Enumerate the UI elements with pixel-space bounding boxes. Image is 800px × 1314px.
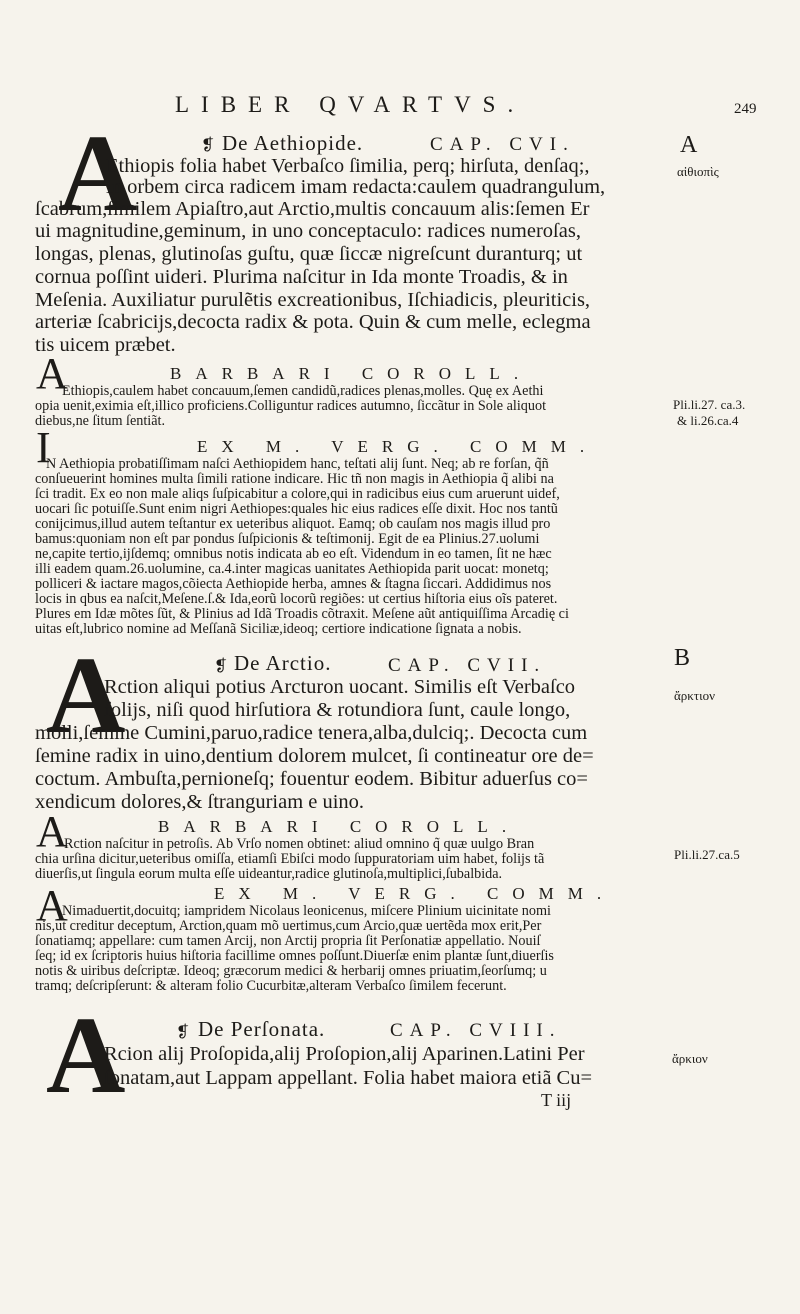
small-initial: A	[36, 349, 68, 398]
text-line: conijcimus,illud autem teſtantur ex ueteribus aliquot. Eamq; ob cauſam nos magis illud pro	[35, 516, 551, 532]
text-line: Rcion alij Proſopida,alij Proſopion,alij Aparinen.Latini Per	[104, 1043, 585, 1065]
text-line: N Aethiopia probatiſſimam naſci Aethiopidem hanc, teſtati alij ſunt. Neq; ab re forſan, q̃ñ	[46, 456, 549, 472]
text-line: in orbem circa radicem imam redacta:caulem quadrangulum,	[106, 176, 606, 198]
chapter-number: CAP. CVIII.	[390, 1020, 562, 1041]
text-line: illi eadem quam.26.uolumine, ca.4.inter magicas uanitates Aethiopida parit uocat: monetq;	[35, 561, 549, 577]
drop-cap-initial: A	[46, 634, 126, 756]
text-line: ui magnitudine,geminum, in uno conceptaculo: radices numeroſas,	[35, 220, 581, 242]
text-line: uitas eſt,lubrico nomine ad Meſſanã Siciliæ,ideoq; certiore indicatione ſignata a nobis.	[35, 621, 522, 637]
commentary-heading: BARBARI COROLL.	[170, 364, 533, 383]
text-line: ſemine radix in uino,dentium dolorem mulcet, ſi contineatur ore de=	[35, 745, 594, 767]
pilcrow-icon: ❡	[201, 137, 215, 154]
commentary-heading: EX M. VERG. COMM.	[214, 884, 616, 903]
margin-reference: Pli.li.27. ca.3.	[673, 397, 746, 412]
text-line: molli,ſemine Cumini,paruo,radice tenera,alba,dulciq;. Decocta cum	[35, 722, 588, 744]
text-line: opia uenit,eximia eſt,illico proficiens.Colliguntur radices autumno, ſiccãtur in Sole aliquot	[35, 398, 547, 414]
text-line: ſonatiamq; appellare: cum tamen Arcij, non Arctij propria ſit Perſonatiæ appellatio. Nouiſ	[35, 933, 541, 949]
text-line: ſeq; id ex ſcriptoris huius hiſtoria facillime omnes poſſunt.Diuerſæ enim plantæ ſunt,diuerſis	[35, 948, 554, 964]
text-line: notis & uiribus deſcriptæ. Ideoq; græcorum medici & herbarij omnes priuatim,ſeorſumq; u	[35, 963, 547, 979]
text-line: folijs, niſi quod hirſutiora & rotundiora ſunt, caule longo,	[104, 699, 571, 721]
text-line: nis,ut creditur deceptum, Arction,quam mõ uertimus,cum Arcio,quæ uertẽda mox erit,Per	[35, 918, 542, 934]
text-line: tramq; deſcripſerunt: & alteram folio Cucurbitæ,alteram Verbaſco ſimilem fecerunt.	[35, 978, 507, 994]
text-line: locis in qbus ea naſcit,Meſene.ſ.& Ida,eorũ locorũ regiões: ut certius hiſtoria eius oĩs pateret.	[35, 591, 558, 607]
margin-greek-note: αἰθιοπὶς	[677, 164, 719, 179]
page-number: 249	[734, 101, 757, 117]
text-line: cornua poſſint uideri. Plurima naſcitur in Ida monte Troadis, & in	[35, 266, 568, 288]
text-line: Rction naſcitur in petroſis. Ab Vrſo nomen obtinet: aliud omnino q̃ quæ uulgo Bran	[64, 836, 535, 852]
text-line: diuerſis,ut ſingula eorum multa eſſe uideantur,radice glutinoſa,multiplici,ſubalbida.	[35, 866, 503, 882]
margin-greek-note: ἄρκτιον	[674, 688, 715, 703]
text-line: Rction aliqui potius Arcturon uocant. Similis eſt Verbaſco	[104, 676, 576, 698]
text-line: chia urſina dicitur,ueteribus omiſſa, etiamſi Ebiſci modo ſuppuratoriam uim habet, folijs tã	[35, 851, 545, 867]
chapter-heading: De Perſonata.	[198, 1017, 326, 1041]
text-line: ſcabrum,ſimilem Apiaſtro,aut Arctio,multis concauum alis:ſemen Er	[35, 198, 590, 220]
text-line: xendicum dolores,& ſtranguriam e uino.	[35, 791, 365, 813]
signature-mark: T iij	[541, 1090, 572, 1110]
text-line: ſonatam,aut Lappam appellant. Folia habet maiora etiã Cu=	[104, 1067, 593, 1089]
text-line: diebus,ne ſitum ſentiãt.	[35, 413, 166, 429]
small-initial: A	[36, 881, 68, 930]
chapter-number: CAP. CVI.	[430, 134, 575, 155]
text-line: tis uicem præbet.	[35, 334, 176, 356]
chapter-heading: De Arctio.	[234, 651, 332, 675]
text-line: Ethiopis,caulem habet concauum,ſemen candidũ,radices plenas,molles. Quę ex Aethi	[62, 383, 544, 399]
text-line: Nimaduertit,docuitq; iampridem Nicolaus leonicenus, miſcere Plinium uicinitate nomi	[62, 903, 551, 919]
text-line: Plures em Idæ mõtes ſũt, & Plinius ad Idã Troadis cõtraxit. Meſene aũt antiquiſſima Arcadię ci	[35, 606, 569, 622]
text-line: conſueuerint homines multa ſimili ratione indicare. Hic tñ non magis in Aethiopia q̃ alibi na	[35, 471, 554, 487]
text-line: arteriæ ſcabricijs,decocta radix & pota. Quin & cum melle, eclegma	[35, 311, 591, 333]
text-line: longas, plenas, glutinoſas guſtu, quæ ſiccæ nigreſcunt duranturq; ut	[35, 243, 583, 265]
margin-reference: & li.26.ca.4	[677, 413, 739, 428]
text-line: ſci tradit. Ex eo non male aliqs ſuſpicabitur a colore,qui in radicibus eius cum aruerunt uidef,	[35, 486, 560, 502]
chapter-number: CAP. CVII.	[388, 655, 547, 676]
text-line: ne,capite tertio,ijſdemq; omnibus notis indicata ab eo eſt. Videndum in eo tamen, ſit ne hæc	[35, 546, 552, 562]
margin-letter: B	[674, 645, 691, 671]
drop-cap-initial: A	[58, 112, 138, 234]
chapter-heading: De Aethiopide.	[222, 131, 364, 155]
drop-cap-initial: A	[46, 994, 126, 1116]
pilcrow-icon: ❡	[214, 658, 228, 675]
text-line: Meſenia. Auxiliatur purulẽtis excreationibus, Iſchiadicis, pleuriticis,	[35, 289, 591, 311]
margin-reference: Pli.li.27.ca.5	[674, 847, 740, 862]
margin-greek-note: ἄρκιον	[672, 1051, 708, 1066]
text-line: uocari ſic potuiſſe.Sunt enim nigri Aethiopes:quales hic eius radices eſſe dixit. Hoc nos tantũ	[35, 501, 558, 517]
commentary-heading: BARBARI COROLL.	[158, 817, 521, 836]
running-title: LIBER QVARTVS.	[175, 92, 526, 117]
small-initial: A	[36, 807, 68, 856]
margin-letter: A	[680, 132, 698, 158]
text-line: bamus:quoniam non eſt par pondus ſuſpicionis & teſtimonij. Egit de ea Plinius.27.uolumi	[35, 531, 540, 547]
text-line: coctum. Ambuſta,pernioneſq; fouentur eodem. Bibitur aduerſus co=	[35, 768, 588, 790]
text-line: Ethiopis folia habet Verbaſco ſimilia, perq; hirſuta, denſaq;,	[106, 155, 590, 177]
text-line: polliceri & iactare magos,cõiecta Aethiopide herba, amnes & ſtagna ſiccari. Addidimus nos	[35, 576, 552, 592]
small-initial: I	[36, 423, 51, 472]
commentary-heading: EX M. VERG. COMM.	[197, 437, 599, 456]
pilcrow-icon: ❡	[176, 1024, 190, 1041]
